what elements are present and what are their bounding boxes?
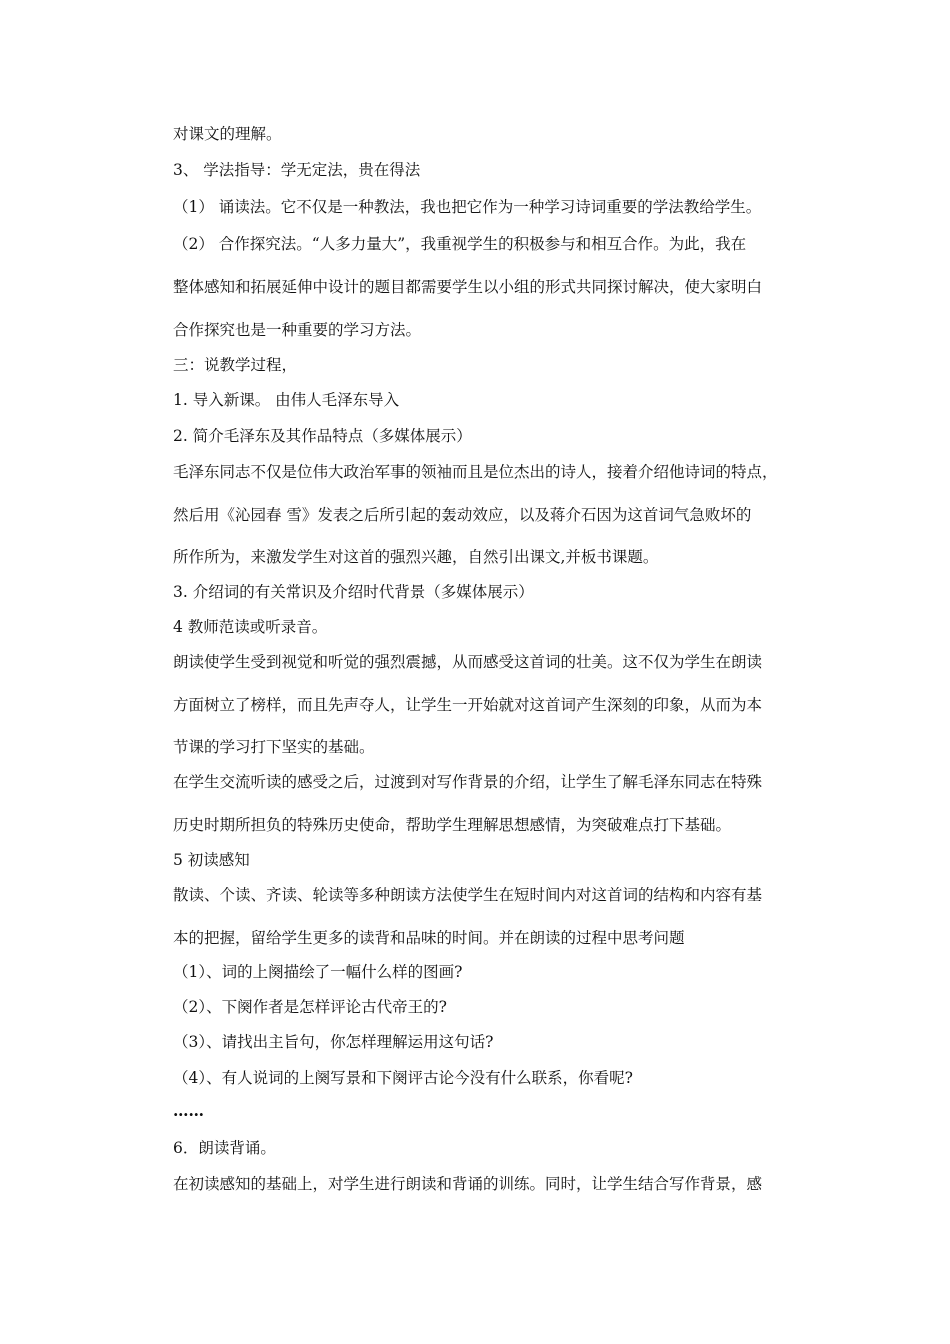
text-line: （4）、有人说词的上阕写景和下阕评古论今没有什么联系，你看呢? — [173, 1069, 633, 1087]
text-line: 3. 介绍词的有关常识及介绍时代背景（多媒体展示） — [173, 583, 534, 601]
text-line: 合作探究也是一种重要的学习方法。 — [173, 321, 422, 339]
text-line: 然后用《沁园春 雪》发表之后所引起的轰动效应，以及蒋介石因为这首词气急败坏的 — [173, 506, 752, 524]
text-line: （2） 合作探究法。“人多力量大”，我重视学生的积极参与和相互合作。为此，我在 — [173, 235, 747, 253]
text-line: （1） 诵读法。它不仅是一种教法，我也把它作为一种学习诗词重要的学法教给学生。 — [173, 198, 762, 216]
text-line: 所作所为，来激发学生对这首的强烈兴趣，自然引出课文,并板书课题。 — [173, 548, 659, 566]
text-line: 本的把握，留给学生更多的读背和品味的时间。并在朗读的过程中思考问题 — [173, 929, 685, 947]
text-line: 散读、个读、齐读、轮读等多种朗读方法使学生在短时间内对这首词的结构和内容有基 — [173, 886, 763, 904]
text-line: 方面树立了榜样，而且先声夺人，让学生一开始就对这首词产生深刻的印象，从而为本 — [173, 696, 763, 714]
text-line: （3）、请找出主旨句，你怎样理解运用这句话? — [173, 1033, 494, 1051]
text-line: 毛泽东同志不仅是位伟大政治军事的领袖而且是位杰出的诗人，接着介绍他诗词的特点， — [173, 463, 778, 481]
text-line: 节课的学习打下坚实的基础。 — [173, 738, 375, 756]
text-line: 在学生交流听读的感受之后，过渡到对写作背景的介绍，让学生了解毛泽东同志在特殊 — [173, 773, 763, 791]
text-line: 5 初读感知 — [173, 851, 250, 869]
text-line: （1）、词的上阕描绘了一幅什么样的图画? — [173, 963, 463, 981]
text-line: 历史时期所担负的特殊历史使命，帮助学生理解思想感情，为突破难点打下基础。 — [173, 816, 732, 834]
text-line: 对课文的理解。 — [173, 125, 282, 143]
text-line: 3、 学法指导：学无定法，贵在得法 — [173, 161, 421, 179]
text-line: 4 教师范读或听录音。 — [173, 618, 328, 636]
text-line: 整体感知和拓展延伸中设计的题目都需要学生以小组的形式共同探讨解决，使大家明白 — [173, 278, 763, 296]
text-line: 在初读感知的基础上，对学生进行朗读和背诵的训练。同时，让学生结合写作背景，感 — [173, 1175, 763, 1193]
text-line: 三：说教学过程， — [173, 356, 298, 374]
text-line: 6．朗读背诵。 — [173, 1139, 276, 1157]
ellipsis-line: …… — [173, 1101, 204, 1120]
text-line: 1. 导入新课。 由伟人毛泽东导入 — [173, 391, 400, 409]
text-line: （2）、下阕作者是怎样评论古代帝王的? — [173, 998, 447, 1016]
text-line: 朗读使学生受到视觉和听觉的强烈震撼，从而感受这首词的壮美。这不仅为学生在朗读 — [173, 653, 763, 671]
text-line: 2. 简介毛泽东及其作品特点（多媒体展示） — [173, 427, 472, 445]
